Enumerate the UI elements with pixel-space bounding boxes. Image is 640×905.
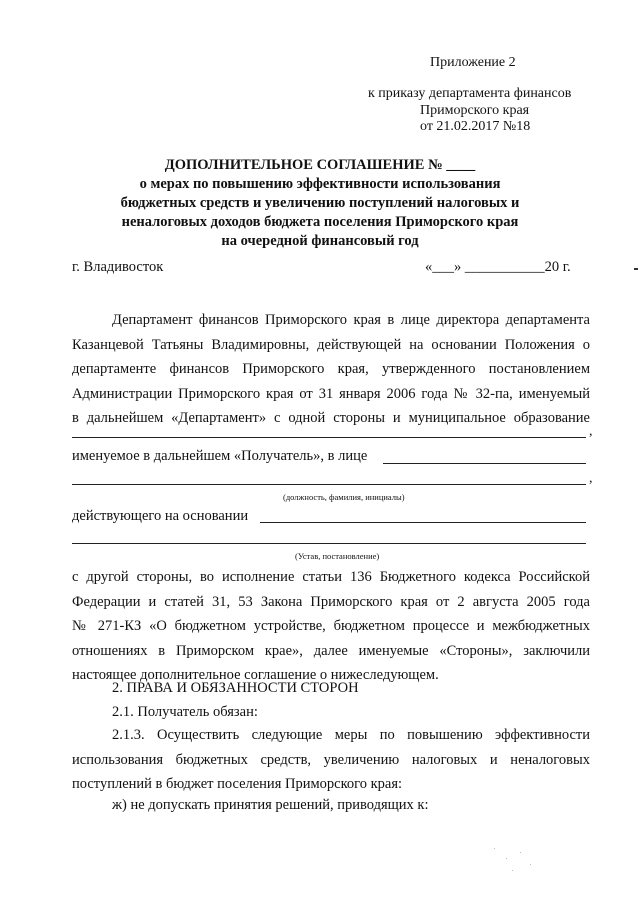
parties-line-5: настоящее дополнительное соглашение о нижеследующем. bbox=[72, 667, 439, 683]
charter-blank-line[interactable] bbox=[72, 543, 586, 544]
title-line-1: ДОПОЛНИТЕЛЬНОЕ СОГЛАШЕНИЕ № ____ bbox=[164, 157, 476, 173]
position-blank-line[interactable] bbox=[72, 484, 586, 485]
intro-line-5: в дальнейшем «Департамент» с одной стороны и муниципальное образование bbox=[72, 410, 590, 426]
intro-line-4: Администрации Приморского края от 31 января 2006 года № 32-па, именуемый bbox=[72, 385, 590, 402]
order-line-3: от 21.02.2017 №18 bbox=[420, 119, 531, 134]
recipient-label: именуемое в дальнейшем «Получатель», в лице bbox=[72, 448, 368, 464]
item-2-1-3-line-3: поступлений в бюджет поселения Приморского края: bbox=[72, 776, 403, 792]
parties-line-1: с другой стороны, во исполнение статьи 136 Бюджетного кодекса Российской bbox=[72, 569, 590, 585]
parties-line-3: № 271-КЗ «О бюджетном устройстве, бюджетном процессе и межбюджетных bbox=[72, 618, 590, 634]
item-2-1: 2.1. Получатель обязан: bbox=[112, 704, 258, 720]
title-line-3: бюджетных средств и увеличению поступлений налоговых и bbox=[120, 195, 520, 211]
scan-speck bbox=[520, 852, 521, 853]
comma-2: , bbox=[589, 471, 593, 486]
position-caption: (должность, фамилия, инициалы) bbox=[283, 492, 405, 502]
scan-speck bbox=[512, 870, 513, 871]
title-line-5: на очередной финансовый год bbox=[221, 233, 419, 249]
parties-paragraph bbox=[72, 565, 590, 688]
item-2-1-3-line-2: использования бюджетных средств, увеличению налоговых и неналоговых bbox=[72, 751, 590, 768]
intro-paragraph bbox=[72, 308, 590, 431]
scan-mark bbox=[634, 268, 638, 270]
municipality-blank-line[interactable] bbox=[72, 437, 586, 438]
item-zh: ж) не допускать принятия решений, приводящих к: bbox=[112, 797, 429, 813]
scan-speck bbox=[530, 864, 531, 865]
scan-speck bbox=[494, 848, 495, 849]
document-title bbox=[60, 156, 580, 251]
charter-caption: (Устав, постановление) bbox=[295, 551, 380, 561]
basis-label: действующего на основании bbox=[72, 508, 249, 524]
scan-speck bbox=[506, 858, 507, 859]
parties-line-2: Федерации и статей 31, 53 Закона Приморского края от 2 августа 2005 года bbox=[72, 593, 590, 610]
comma-1: , bbox=[589, 424, 593, 439]
title-line-2: о мерах по повышению эффективности использования bbox=[139, 176, 501, 192]
basis-blank-line[interactable] bbox=[260, 522, 586, 523]
intro-line-2: Казанцевой Татьяны Владимировны, действующей на основании Положения о bbox=[72, 336, 590, 353]
section-heading: 2. ПРАВА И ОБЯЗАННОСТИ СТОРОН bbox=[112, 680, 359, 696]
city: г. Владивосток bbox=[72, 259, 164, 275]
representative-blank-line[interactable] bbox=[383, 463, 586, 464]
order-line-2: Приморского края bbox=[420, 102, 530, 118]
title-line-4: неналоговых доходов бюджета поселения Приморского края bbox=[121, 214, 519, 230]
intro-line-1: Департамент финансов Приморского края в лице директора департамента bbox=[112, 312, 590, 328]
parties-line-4: отношениях в Приморском крае», далее именуемые «Стороны», заключили bbox=[72, 642, 590, 659]
item-2-1-3 bbox=[72, 723, 590, 797]
date-placeholder: «___» ___________20 г. bbox=[425, 259, 571, 275]
intro-line-3: департаменте финансов Приморского края, утвержденного постановлением bbox=[72, 361, 590, 377]
order-reference bbox=[368, 86, 571, 136]
order-line-1: к приказу департамента финансов bbox=[368, 86, 572, 101]
appendix-label: Приложение 2 bbox=[430, 55, 516, 70]
item-2-1-3-line-1: 2.1.3. Осуществить следующие меры по повышению эффективности bbox=[112, 727, 590, 743]
